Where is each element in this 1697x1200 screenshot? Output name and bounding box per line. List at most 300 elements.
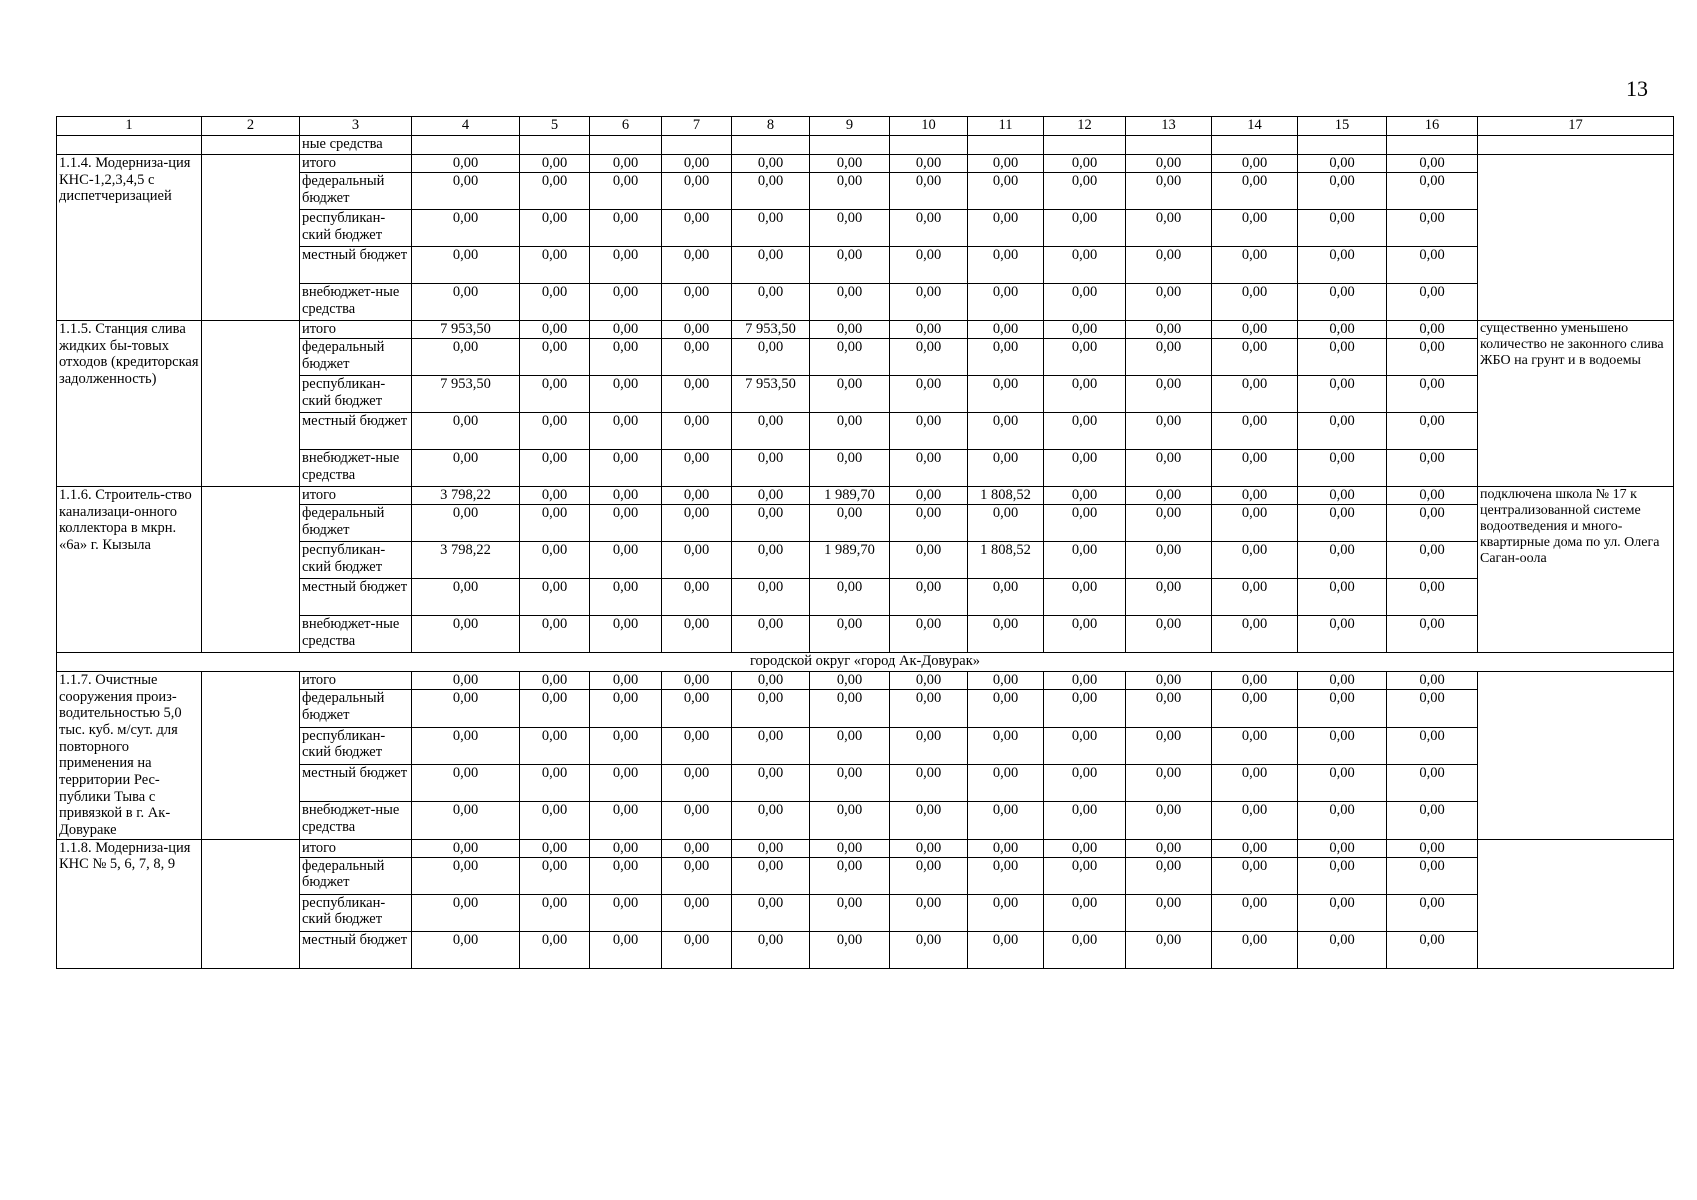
amount-value: 0,00 — [1044, 450, 1126, 487]
amount-value: 0,00 — [662, 321, 732, 339]
amount-value: 0,00 — [1126, 321, 1212, 339]
amount-value: 0,00 — [968, 764, 1044, 801]
amount-value: 0,00 — [1044, 542, 1126, 579]
table-row — [57, 579, 1674, 616]
amount-value: 0,00 — [890, 857, 968, 894]
value-cell — [1044, 136, 1126, 155]
amount-value: 0,00 — [1298, 839, 1387, 857]
table-row — [57, 857, 1674, 894]
table-row — [57, 339, 1674, 376]
amount-value: 0,00 — [810, 173, 890, 210]
amount-value: 0,00 — [412, 450, 520, 487]
amount-value: 0,00 — [1298, 173, 1387, 210]
amount-value: 7 953,50 — [412, 321, 520, 339]
amount-value: 0,00 — [1044, 931, 1126, 968]
amount-value: 0,00 — [810, 690, 890, 727]
amount-value: 0,00 — [1387, 616, 1478, 653]
expected-result: существенно уменьшено количество не законного слива ЖБО на грунт и в водоемы — [1478, 321, 1674, 487]
object-name: 1.1.4. Модерниза-ция КНС-1,2,3,4,5 с диспетчеризацией — [57, 155, 202, 321]
amount-value: 0,00 — [1212, 173, 1298, 210]
value-cell — [590, 136, 662, 155]
amount-value: 0,00 — [890, 802, 968, 839]
table-row — [57, 210, 1674, 247]
amount-value: 0,00 — [520, 339, 590, 376]
amount-value: 0,00 — [890, 542, 968, 579]
funding-source: итого — [300, 321, 412, 339]
amount-value: 0,00 — [1044, 839, 1126, 857]
amount-value: 0,00 — [1044, 487, 1126, 505]
amount-value: 0,00 — [1298, 672, 1387, 690]
column-number: 8 — [732, 117, 810, 136]
value-cell — [662, 136, 732, 155]
amount-value: 1 989,70 — [810, 542, 890, 579]
column-number: 15 — [1298, 117, 1387, 136]
amount-value: 0,00 — [732, 672, 810, 690]
amount-value: 0,00 — [968, 376, 1044, 413]
column-number: 5 — [520, 117, 590, 136]
table-row — [57, 413, 1674, 450]
column-number: 6 — [590, 117, 662, 136]
amount-value: 0,00 — [968, 690, 1044, 727]
expected-result: подключена школа № 17 к централизованной системе водоотведения и много-квартирные дома по ул. Олега Саган-оола — [1478, 487, 1674, 653]
amount-value: 0,00 — [1212, 321, 1298, 339]
amount-value: 3 798,22 — [412, 542, 520, 579]
amount-value: 0,00 — [1212, 155, 1298, 173]
amount-value: 0,00 — [1126, 857, 1212, 894]
amount-value: 0,00 — [412, 672, 520, 690]
amount-value: 0,00 — [890, 727, 968, 764]
amount-value: 0,00 — [662, 487, 732, 505]
amount-value: 0,00 — [890, 616, 968, 653]
amount-value: 0,00 — [968, 802, 1044, 839]
value-cell — [412, 136, 520, 155]
amount-value: 0,00 — [968, 173, 1044, 210]
amount-value: 0,00 — [1126, 450, 1212, 487]
amount-value: 0,00 — [890, 339, 968, 376]
amount-value: 0,00 — [520, 505, 590, 542]
funding-source: итого — [300, 672, 412, 690]
amount-value: 0,00 — [1126, 690, 1212, 727]
column-number: 10 — [890, 117, 968, 136]
amount-value: 0,00 — [1212, 672, 1298, 690]
amount-value: 3 798,22 — [412, 487, 520, 505]
amount-value: 0,00 — [810, 321, 890, 339]
table-row — [57, 487, 1674, 505]
amount-value: 0,00 — [1044, 155, 1126, 173]
amount-value: 0,00 — [1298, 894, 1387, 931]
amount-value: 0,00 — [1298, 579, 1387, 616]
funding-source: итого — [300, 487, 412, 505]
amount-value: 0,00 — [1126, 505, 1212, 542]
amount-value: 0,00 — [520, 413, 590, 450]
amount-value: 0,00 — [1298, 321, 1387, 339]
amount-value: 0,00 — [590, 931, 662, 968]
page-number: 13 — [1626, 76, 1648, 101]
amount-value: 0,00 — [1044, 210, 1126, 247]
amount-value: 0,00 — [732, 727, 810, 764]
amount-value: 0,00 — [412, 579, 520, 616]
amount-value: 0,00 — [890, 931, 968, 968]
amount-value: 7 953,50 — [732, 321, 810, 339]
section-row — [57, 653, 1674, 672]
amount-value: 0,00 — [662, 339, 732, 376]
amount-value: 0,00 — [968, 339, 1044, 376]
continuation-row — [57, 136, 1674, 155]
amount-value: 0,00 — [412, 155, 520, 173]
amount-value: 0,00 — [590, 839, 662, 857]
amount-value: 0,00 — [732, 339, 810, 376]
column-number: 17 — [1478, 117, 1674, 136]
amount-value: 0,00 — [520, 284, 590, 321]
amount-value: 0,00 — [520, 764, 590, 801]
amount-value: 0,00 — [1387, 931, 1478, 968]
amount-value: 0,00 — [732, 284, 810, 321]
amount-value: 0,00 — [662, 931, 732, 968]
amount-value: 0,00 — [968, 616, 1044, 653]
funding-source: республикан-ский бюджет — [300, 542, 412, 579]
column-number: 3 — [300, 117, 412, 136]
amount-value: 0,00 — [1387, 505, 1478, 542]
amount-value: 0,00 — [590, 284, 662, 321]
amount-value: 0,00 — [810, 155, 890, 173]
funding-source: внебюджет-ные средства — [300, 450, 412, 487]
amount-value: 0,00 — [662, 764, 732, 801]
amount-value: 7 953,50 — [412, 376, 520, 413]
table-row — [57, 173, 1674, 210]
amount-value: 0,00 — [810, 210, 890, 247]
table-row — [57, 616, 1674, 653]
amount-value: 0,00 — [520, 839, 590, 857]
amount-value: 0,00 — [520, 487, 590, 505]
amount-value: 0,00 — [590, 321, 662, 339]
amount-value: 0,00 — [890, 505, 968, 542]
amount-value: 0,00 — [890, 321, 968, 339]
amount-value: 0,00 — [1298, 616, 1387, 653]
value-cell — [890, 136, 968, 155]
amount-value: 0,00 — [1212, 727, 1298, 764]
amount-value: 0,00 — [1044, 727, 1126, 764]
amount-value: 0,00 — [732, 487, 810, 505]
amount-value: 0,00 — [1044, 616, 1126, 653]
amount-value: 0,00 — [1126, 764, 1212, 801]
amount-value: 0,00 — [890, 173, 968, 210]
amount-value: 0,00 — [810, 339, 890, 376]
amount-value: 0,00 — [968, 155, 1044, 173]
table-row — [57, 542, 1674, 579]
funding-source: федеральный бюджет — [300, 857, 412, 894]
amount-value: 0,00 — [1298, 505, 1387, 542]
amount-value: 0,00 — [662, 450, 732, 487]
amount-value: 0,00 — [1212, 339, 1298, 376]
amount-value: 0,00 — [732, 155, 810, 173]
amount-value: 0,00 — [1044, 413, 1126, 450]
funding-source: республикан-ский бюджет — [300, 727, 412, 764]
amount-value: 7 953,50 — [732, 376, 810, 413]
amount-value: 0,00 — [590, 764, 662, 801]
funding-source: федеральный бюджет — [300, 173, 412, 210]
amount-value: 0,00 — [1298, 247, 1387, 284]
amount-value: 0,00 — [662, 542, 732, 579]
amount-value: 0,00 — [1212, 894, 1298, 931]
amount-value: 0,00 — [1298, 376, 1387, 413]
amount-value: 0,00 — [1044, 857, 1126, 894]
amount-value: 0,00 — [520, 931, 590, 968]
column-2-cell — [202, 155, 300, 321]
amount-value: 0,00 — [520, 690, 590, 727]
amount-value: 0,00 — [1387, 542, 1478, 579]
amount-value: 0,00 — [590, 173, 662, 210]
value-cell — [520, 136, 590, 155]
amount-value: 0,00 — [412, 173, 520, 210]
amount-value: 0,00 — [1044, 802, 1126, 839]
value-cell — [1478, 136, 1674, 155]
amount-value: 0,00 — [968, 505, 1044, 542]
table-row — [57, 376, 1674, 413]
amount-value: 0,00 — [810, 839, 890, 857]
table-row — [57, 321, 1674, 339]
amount-value: 0,00 — [1298, 487, 1387, 505]
funding-source: местный бюджет — [300, 764, 412, 801]
amount-value: 0,00 — [1387, 210, 1478, 247]
amount-value: 0,00 — [590, 542, 662, 579]
amount-value: 1 989,70 — [810, 487, 890, 505]
amount-value: 0,00 — [412, 857, 520, 894]
funding-source: федеральный бюджет — [300, 505, 412, 542]
amount-value: 0,00 — [1126, 487, 1212, 505]
amount-value: 0,00 — [412, 839, 520, 857]
amount-value: 0,00 — [1126, 542, 1212, 579]
funding-source: внебюджет-ные средства — [300, 802, 412, 839]
amount-value: 0,00 — [890, 487, 968, 505]
amount-value: 0,00 — [1387, 839, 1478, 857]
funding-source: местный бюджет — [300, 413, 412, 450]
amount-value: 0,00 — [1387, 690, 1478, 727]
amount-value: 0,00 — [1387, 802, 1478, 839]
amount-value: 0,00 — [1298, 857, 1387, 894]
amount-value: 0,00 — [1044, 173, 1126, 210]
empty-cell — [202, 136, 300, 155]
amount-value: 0,00 — [890, 376, 968, 413]
amount-value: 0,00 — [810, 727, 890, 764]
amount-value: 0,00 — [890, 894, 968, 931]
amount-value: 0,00 — [662, 376, 732, 413]
amount-value: 0,00 — [520, 802, 590, 839]
amount-value: 0,00 — [1298, 413, 1387, 450]
amount-value: 0,00 — [662, 690, 732, 727]
amount-value: 0,00 — [590, 802, 662, 839]
amount-value: 0,00 — [890, 579, 968, 616]
funding-source: местный бюджет — [300, 931, 412, 968]
amount-value: 0,00 — [590, 413, 662, 450]
amount-value: 0,00 — [1126, 839, 1212, 857]
column-number: 12 — [1044, 117, 1126, 136]
amount-value: 0,00 — [810, 616, 890, 653]
amount-value: 0,00 — [1126, 616, 1212, 653]
column-number: 4 — [412, 117, 520, 136]
amount-value: 0,00 — [890, 450, 968, 487]
amount-value: 0,00 — [1126, 284, 1212, 321]
amount-value: 0,00 — [968, 579, 1044, 616]
funding-source: итого — [300, 155, 412, 173]
amount-value: 0,00 — [662, 579, 732, 616]
column-number-row — [57, 117, 1674, 136]
amount-value: 0,00 — [810, 247, 890, 284]
amount-value: 0,00 — [1126, 376, 1212, 413]
amount-value: 0,00 — [890, 247, 968, 284]
amount-value: 0,00 — [1298, 802, 1387, 839]
table-row — [57, 672, 1674, 690]
column-number: 7 — [662, 117, 732, 136]
amount-value: 0,00 — [1126, 210, 1212, 247]
amount-value: 0,00 — [1212, 376, 1298, 413]
amount-value: 0,00 — [1212, 450, 1298, 487]
amount-value: 0,00 — [968, 839, 1044, 857]
amount-value: 0,00 — [590, 690, 662, 727]
amount-value: 0,00 — [1044, 505, 1126, 542]
amount-value: 0,00 — [968, 727, 1044, 764]
amount-value: 0,00 — [590, 339, 662, 376]
amount-value: 0,00 — [590, 450, 662, 487]
amount-value: 0,00 — [810, 931, 890, 968]
amount-value: 0,00 — [590, 579, 662, 616]
amount-value: 0,00 — [1126, 894, 1212, 931]
amount-value: 0,00 — [662, 727, 732, 764]
amount-value: 0,00 — [810, 672, 890, 690]
amount-value: 0,00 — [662, 672, 732, 690]
table-row — [57, 727, 1674, 764]
amount-value: 0,00 — [890, 210, 968, 247]
amount-value: 0,00 — [1212, 210, 1298, 247]
amount-value: 0,00 — [1044, 284, 1126, 321]
amount-value: 0,00 — [732, 839, 810, 857]
amount-value: 0,00 — [968, 450, 1044, 487]
amount-value: 0,00 — [1212, 690, 1298, 727]
budget-table — [56, 116, 1674, 969]
column-number: 16 — [1387, 117, 1478, 136]
amount-value: 0,00 — [732, 802, 810, 839]
amount-value: 0,00 — [412, 247, 520, 284]
amount-value: 0,00 — [590, 376, 662, 413]
amount-value: 0,00 — [520, 672, 590, 690]
amount-value: 0,00 — [1212, 487, 1298, 505]
amount-value: 0,00 — [412, 894, 520, 931]
amount-value: 0,00 — [590, 894, 662, 931]
object-cell — [57, 136, 202, 155]
amount-value: 0,00 — [1044, 247, 1126, 284]
amount-value: 0,00 — [1387, 450, 1478, 487]
amount-value: 0,00 — [520, 376, 590, 413]
amount-value: 0,00 — [1298, 542, 1387, 579]
funding-source: итого — [300, 839, 412, 857]
amount-value: 0,00 — [1298, 155, 1387, 173]
amount-value: 0,00 — [1044, 339, 1126, 376]
amount-value: 0,00 — [732, 173, 810, 210]
value-cell — [1387, 136, 1478, 155]
value-cell — [1126, 136, 1212, 155]
amount-value: 0,00 — [810, 450, 890, 487]
amount-value: 0,00 — [1387, 321, 1478, 339]
amount-value: 0,00 — [1298, 339, 1387, 376]
column-2-cell — [202, 487, 300, 653]
funding-source: федеральный бюджет — [300, 339, 412, 376]
amount-value: 0,00 — [890, 284, 968, 321]
amount-value: 0,00 — [412, 727, 520, 764]
amount-value: 0,00 — [520, 155, 590, 173]
amount-value: 0,00 — [1044, 579, 1126, 616]
amount-value: 0,00 — [662, 155, 732, 173]
amount-value: 0,00 — [968, 857, 1044, 894]
amount-value: 0,00 — [1126, 579, 1212, 616]
table-row — [57, 894, 1674, 931]
amount-value: 0,00 — [590, 487, 662, 505]
section-title: городской округ «город Ак-Довурак» — [57, 653, 1674, 672]
amount-value: 0,00 — [662, 857, 732, 894]
amount-value: 0,00 — [810, 579, 890, 616]
object-name: 1.1.6. Строитель-ство канализаци-онного коллектора в мкрн. «6а» г. Кызыла — [57, 487, 202, 653]
amount-value: 0,00 — [732, 450, 810, 487]
amount-value: 0,00 — [662, 413, 732, 450]
amount-value: 0,00 — [590, 672, 662, 690]
amount-value: 0,00 — [732, 505, 810, 542]
amount-value: 0,00 — [1044, 672, 1126, 690]
expected-result — [1478, 839, 1674, 968]
amount-value: 0,00 — [1212, 839, 1298, 857]
amount-value: 0,00 — [1212, 764, 1298, 801]
amount-value: 0,00 — [1212, 802, 1298, 839]
amount-value: 0,00 — [520, 542, 590, 579]
amount-value: 0,00 — [520, 210, 590, 247]
amount-value: 0,00 — [520, 727, 590, 764]
amount-value: 0,00 — [1044, 764, 1126, 801]
funding-source: внебюджет-ные средства — [300, 284, 412, 321]
amount-value: 0,00 — [1387, 764, 1478, 801]
amount-value: 0,00 — [1126, 339, 1212, 376]
column-number: 13 — [1126, 117, 1212, 136]
amount-value: 0,00 — [590, 155, 662, 173]
amount-value: 0,00 — [412, 413, 520, 450]
table-row — [57, 247, 1674, 284]
amount-value: 0,00 — [520, 579, 590, 616]
amount-value: 0,00 — [1126, 413, 1212, 450]
amount-value: 0,00 — [1126, 802, 1212, 839]
amount-value: 0,00 — [810, 505, 890, 542]
amount-value: 0,00 — [968, 931, 1044, 968]
amount-value: 0,00 — [520, 321, 590, 339]
amount-value: 0,00 — [732, 247, 810, 284]
amount-value: 0,00 — [1387, 579, 1478, 616]
amount-value: 0,00 — [890, 672, 968, 690]
amount-value: 0,00 — [1044, 376, 1126, 413]
amount-value: 0,00 — [732, 210, 810, 247]
amount-value: 0,00 — [890, 690, 968, 727]
amount-value: 0,00 — [810, 764, 890, 801]
amount-value: 0,00 — [1387, 339, 1478, 376]
amount-value: 0,00 — [732, 616, 810, 653]
amount-value: 0,00 — [520, 173, 590, 210]
amount-value: 0,00 — [968, 284, 1044, 321]
amount-value: 0,00 — [1126, 931, 1212, 968]
amount-value: 0,00 — [732, 931, 810, 968]
amount-value: 0,00 — [810, 413, 890, 450]
funding-source: внебюджет-ные средства — [300, 616, 412, 653]
column-number: 11 — [968, 117, 1044, 136]
amount-value: 0,00 — [590, 247, 662, 284]
amount-value: 0,00 — [810, 802, 890, 839]
amount-value: 0,00 — [890, 413, 968, 450]
object-name: 1.1.7. Очистные сооружения произ-водительностью 5,0 тыс. куб. м/сут. для повторного применения на территории Рес-публики Тыва с привязкой в г. Ак-Довураке — [57, 672, 202, 840]
amount-value: 1 808,52 — [968, 542, 1044, 579]
amount-value: 0,00 — [412, 764, 520, 801]
